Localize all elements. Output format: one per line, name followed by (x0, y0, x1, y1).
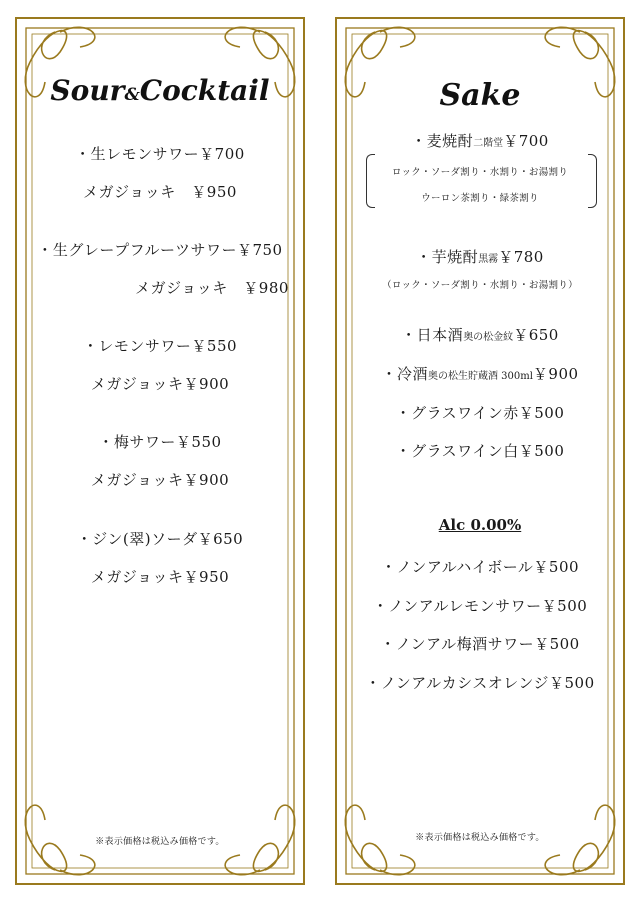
menu-item-nonalc: ・ノンアル梅酒サワー￥500 (380, 635, 580, 653)
menu-item-mega: メガジョッキ￥900 (90, 471, 230, 489)
serving-note: ロック・ソーダ割り・水割り・お湯割り (391, 167, 569, 178)
menu-item-mega: メガジョッキ ￥950 (83, 183, 237, 201)
menu-item-nihonshu: ・日本酒奥の松金紋￥650 (401, 326, 559, 344)
menu-item: ・生グレープフルーツサワー￥750 (37, 241, 283, 259)
tax-note: ※表示価格は税込み価格です。 (415, 833, 545, 843)
menu-item: ・生レモンサワー￥700 (75, 145, 245, 163)
menu-item-nonalc: ・ノンアルハイボール￥500 (380, 558, 580, 576)
menu-item-mega: メガジョッキ ￥980 (135, 279, 289, 297)
menu-item-mega: メガジョッキ￥950 (90, 568, 230, 586)
menu-item-wine-white: ・グラスワイン白￥500 (395, 442, 565, 460)
menu-item-wine-red: ・グラスワイン赤￥500 (395, 404, 565, 422)
menu-item-reishu: ・冷酒奥の松生貯蔵酒 300ml￥900 (381, 365, 579, 383)
serving-note: （ロック・ソーダ割り・水割り・お湯割り） (382, 280, 578, 291)
serving-note: ウーロン茶割り・緑茶割り (421, 193, 539, 204)
menu-item: ・レモンサワー￥550 (82, 337, 238, 355)
menu-item-imo-shochu: ・芋焼酎黒霧￥780 (416, 248, 544, 266)
menu-item: ・梅サワー￥550 (98, 433, 222, 451)
menu-item-nonalc: ・ノンアルレモンサワー￥500 (372, 597, 588, 615)
tax-note: ※表示価格は税込み価格です。 (95, 837, 225, 847)
menu-item-mega: メガジョッキ￥900 (90, 375, 230, 393)
sake-panel (330, 12, 630, 890)
non-alcohol-heading: Alc 0.00% (438, 516, 522, 534)
menu-item: ・ジン(翠)ソーダ￥650 (76, 530, 244, 548)
menu-item-nonalc: ・ノンアルカシスオレンジ￥500 (365, 674, 595, 692)
section-title-sake: Sake (439, 78, 521, 113)
menu-item-mugi-shochu: ・麦焼酎二階堂￥700 (411, 132, 549, 150)
sour-cocktail-panel (10, 12, 310, 890)
section-title-sour-cocktail: Sour&Cocktail (50, 74, 270, 107)
